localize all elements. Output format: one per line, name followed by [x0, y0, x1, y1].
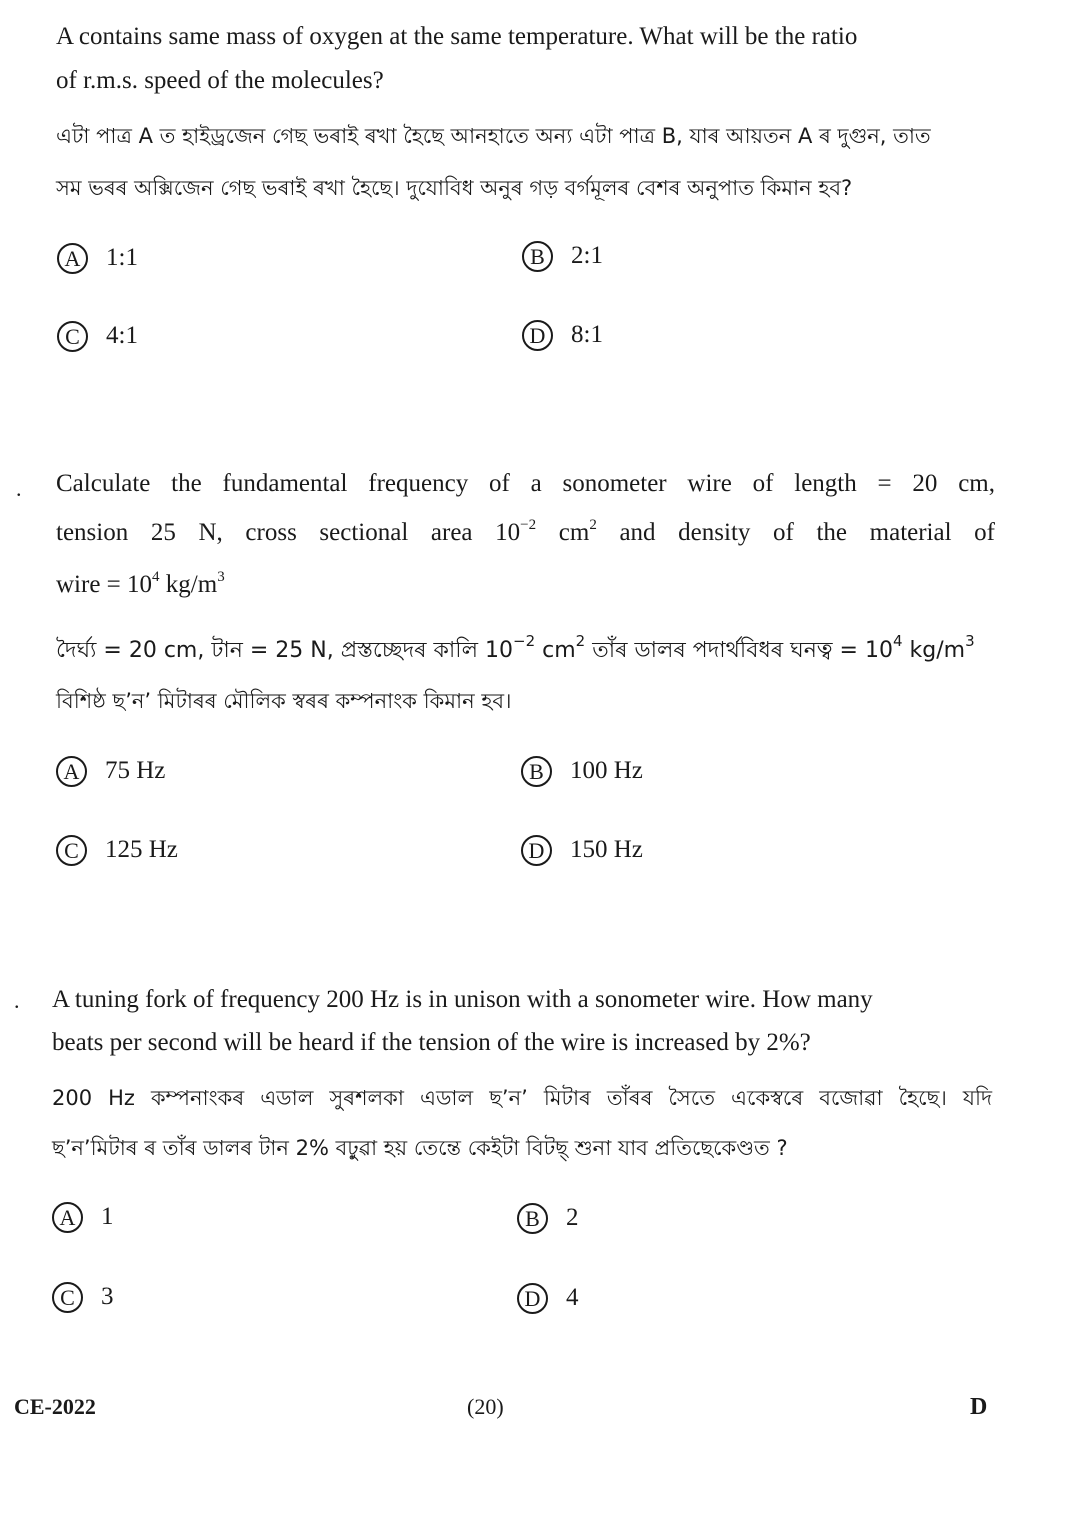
option-text: 3: [101, 1283, 114, 1310]
question-1-option-d[interactable]: [522, 317, 603, 353]
question-2-assamese-line-2: বিশিষ্ঠ ছ’ন’ মিটাৰৰ মৌলিক স্বৰৰ কম্পনাংক কিমান হব।: [56, 689, 512, 713]
question-2-option-b[interactable]: [521, 753, 643, 789]
option-bubble-b[interactable]: B: [517, 1203, 548, 1234]
option-text: 4:1: [106, 322, 138, 349]
option-bubble-c[interactable]: C: [56, 835, 87, 866]
question-2-option-a[interactable]: [56, 753, 165, 789]
question-2-option-c[interactable]: [56, 832, 178, 868]
option-bubble-d[interactable]: D: [517, 1283, 548, 1314]
question-1-english-line-2: of r.m.s. speed of the molecules?: [56, 67, 384, 94]
question-3-assamese-line-2: ছ’ন’মিটাৰ ৰ তাঁৰ ডালৰ টান 2% বঢ়ুৱা হয় তেন্তে কেইটা বিটছ্ শুনা যাব প্ৰতিছেকেণ্ডত ?: [52, 1136, 788, 1160]
question-2-option-d[interactable]: [521, 832, 643, 868]
question-3-option-d[interactable]: [517, 1280, 579, 1316]
question-2-number: .: [16, 476, 22, 501]
question-2-assamese-line-1: দৈৰ্ঘ্য = 20 cm, টান = 25 N, প্ৰস্তচ্ছেদৰ কালি $10^{-2}$ $cm^2$ তাঁৰ ডালৰ পদাৰ্থবিধৰ ঘনত্ব = $10^4$ $kg/m^3$: [56, 632, 975, 663]
question-1-option-c[interactable]: [57, 318, 138, 354]
option-text: 8:1: [571, 321, 603, 348]
question-3-option-b[interactable]: [517, 1200, 579, 1236]
question-3-option-a[interactable]: [52, 1199, 114, 1235]
question-1-assamese-line-1: এটা পাত্ৰ A ত হাইড্ৰজেন গেছ ভৰাই ৰখা হৈছে আনহাতে অন্য এটা পাত্ৰ B, যাৰ আয়তন A ৰ দুগুন, তাত: [56, 124, 931, 148]
option-bubble-b[interactable]: B: [522, 241, 553, 272]
option-text: 125 Hz: [105, 836, 178, 863]
question-3-english-line-2: beats per second will be heard if the tension of the wire is increased by 2%?: [52, 1029, 811, 1056]
question-3-english-line-1: A tuning fork of frequency 200 Hz is in unison with a sonometer wire. How many: [52, 986, 873, 1013]
question-1-assamese-line-2: সম ভৰৰ অক্সিজেন গেছ ভৰাই ৰখা হৈছে। দুযোবিধ অনুৰ গড় বৰ্গমূলৰ বেশৰ অনুপাত কিমান হব?: [56, 176, 853, 200]
exam-code: CE-2022: [14, 1394, 96, 1419]
option-text: 1:1: [106, 244, 138, 271]
option-text: 75 Hz: [105, 757, 166, 784]
question-1-english-line-1: A contains same mass of oxygen at the same temperature. What will be the ratio: [56, 23, 858, 50]
option-bubble-d[interactable]: D: [522, 320, 553, 351]
question-3-option-c[interactable]: [52, 1279, 114, 1315]
question-2-english-line-1: Calculate the fundamental frequency of a sonometer wire of length = 20 cm,: [56, 470, 995, 497]
question-1-option-a[interactable]: [57, 240, 138, 276]
option-text: 2: [566, 1204, 579, 1231]
option-bubble-c[interactable]: C: [57, 321, 88, 352]
option-text: 150 Hz: [570, 836, 643, 863]
option-bubble-a[interactable]: A: [56, 756, 87, 787]
question-3-assamese-line-1: 200 Hz কম্পনাংকৰ এডাল সুৰশলকা এডাল ছ’ন’ মিটাৰ তাঁৰৰ সৈতে একেস্বৰে বজোৱা হৈছে। যদি: [52, 1086, 992, 1110]
page-number: (20): [467, 1394, 504, 1419]
booklet-set: D: [970, 1394, 988, 1420]
option-bubble-b[interactable]: B: [521, 756, 552, 787]
option-bubble-c[interactable]: C: [52, 1282, 83, 1313]
question-1-option-b[interactable]: [522, 238, 603, 274]
option-bubble-d[interactable]: D: [521, 835, 552, 866]
option-text: 2:1: [571, 242, 603, 269]
option-bubble-a[interactable]: A: [52, 1202, 83, 1233]
option-bubble-a[interactable]: A: [57, 243, 88, 274]
question-3-number: .: [14, 988, 20, 1013]
question-2-english-line-3: wire = $10^4$ $kg/m^3$: [56, 569, 225, 598]
option-text: 1: [101, 1203, 114, 1230]
option-text: 100 Hz: [570, 757, 643, 784]
option-text: 4: [566, 1284, 579, 1311]
question-2-english-line-2: tension 25 N, cross sectional area $10^{-2}$ $cm^2$ and density of the material of: [56, 517, 996, 546]
